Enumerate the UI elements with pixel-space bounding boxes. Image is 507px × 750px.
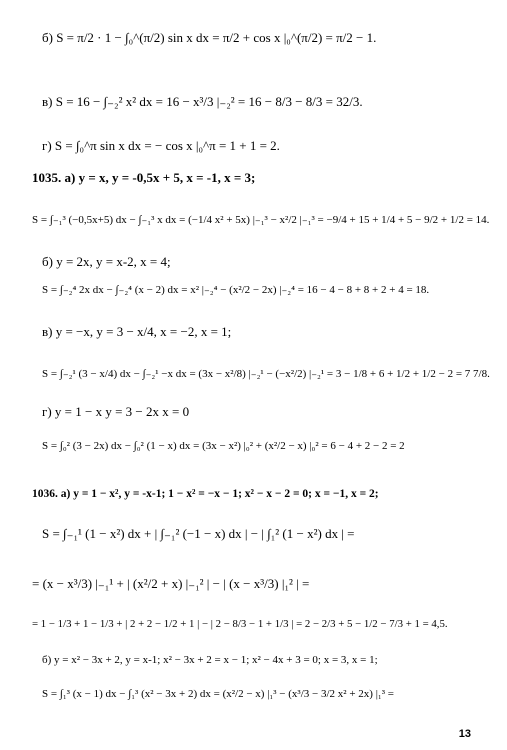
page-number: 13	[458, 728, 471, 740]
formula-1036a-1: S = ∫₋₁¹ (1 − x²) dx + | ∫₋₁² (−1 − x) dx | − | ∫₁² (1 − x²) dx | =	[42, 526, 355, 541]
problem-1035v-header: в) y = −x, y = 3 − x/4, x = −2, x = 1;	[42, 324, 232, 339]
problem-1036b-header: б) y = x² − 3x + 2, y = x-1; x² − 3x + 2 = x − 1; x² − 4x + 3 = 0; x = 3, x = 1;	[42, 654, 378, 666]
line-1034b: б) S = π/2 · 1 − ∫₀^(π/2) sin x dx = π/2 + cos x |₀^(π/2) = π/2 − 1.	[42, 30, 377, 45]
formula-1035b: S = ∫₋₂⁴ 2x dx − ∫₋₂⁴ (x − 2) dx = x² |₋₂⁴ − (x²/2 − 2x) |₋₂⁴ = 16 − 4 − 8 + 8 + 2 + 4 = 18.	[42, 284, 430, 296]
line-1034g: г) S = ∫₀^π sin x dx = − cos x |₀^π = 1 + 1 = 2.	[42, 138, 280, 153]
formula-1036b: S = ∫₁³ (x − 1) dx − ∫₁³ (x² − 3x + 2) dx = (x²/2 − x) |₁³ − (x³/3 − 3/2 x² + 2x) |₁³ =	[42, 688, 394, 700]
formula-1035g: S = ∫₀² (3 − 2x) dx − ∫₀² (1 − x) dx = (3x − x²) |₀² + (x²/2 − x) |₀² = 6 − 4 + 2 − 2 = 2	[42, 440, 405, 452]
problem-1035b-header: б) y = 2x, y = x-2, x = 4;	[42, 254, 171, 269]
problem-1035a-header: 1035. а) y = x, y = -0,5x + 5, x = -1, x = 3;	[32, 170, 256, 185]
problem-1036a-header: 1036. а) y = 1 − x², y = -x-1; 1 − x² = −x − 1; x² − x − 2 = 0; x = −1, x = 2;	[32, 488, 379, 500]
line-1034v: в) S = 16 − ∫₋₂² x² dx = 16 − x³/3 |₋₂² = 16 − 8/3 − 8/3 = 32/3.	[42, 94, 363, 109]
formula-1036a-2: = (x − x³/3) |₋₁¹ + | (x²/2 + x) |₋₁² | − | (x − x³/3) |₁² | =	[32, 576, 310, 591]
formula-1036a-3: = 1 − 1/3 + 1 − 1/3 + | 2 + 2 − 1/2 + 1 | − | 2 − 8/3 − 1 + 1/3 | = 2 − 2/3 + 5 − 1/2 − 7/3 + 1 = 4,5.	[32, 618, 448, 630]
problem-1035g-header: г) y = 1 − x y = 3 − 2x x = 0	[42, 404, 190, 419]
formula-1035a: S = ∫₋₁³ (−0,5x+5) dx − ∫₋₁³ x dx = (−1/4 x² + 5x) |₋₁³ − x²/2 |₋₁³ = −9/4 + 15 + 1/4 + 5 − 9/2 + 1/2 = 14.	[32, 214, 490, 226]
formula-1035v: S = ∫₋₂¹ (3 − x/4) dx − ∫₋₂¹ −x dx = (3x − x²/8) |₋₂¹ − (−x²/2) |₋₂¹ = 3 − 1/8 + 6 + 1/2 + 1/2 − 2 = 7 7/8.	[42, 368, 490, 380]
